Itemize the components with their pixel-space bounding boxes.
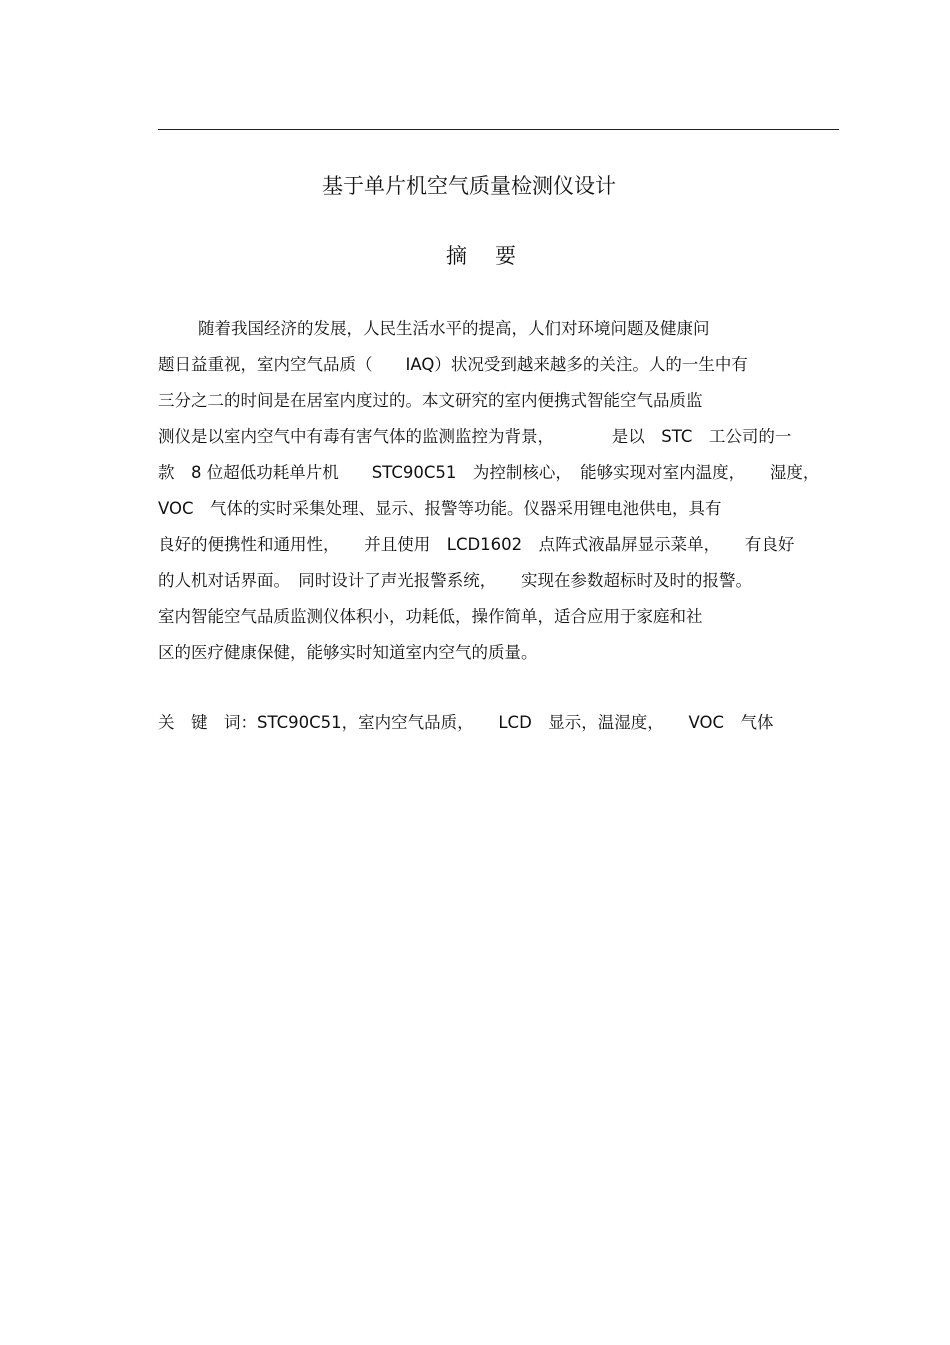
abstract-line: 测仪是以室内空气中有毒有害气体的监测监控为背景， 是以 STC 工公司的一 [158, 427, 792, 446]
abstract-line: 良好的便携性和通用性， 并且使用 LCD1602 点阵式液晶屏显示菜单， 有良好 [158, 535, 795, 554]
header-rule [158, 129, 839, 130]
abstract-line: 三分之二的时间是在居室内度过的。本文研究的室内便携式智能空气品质监 [158, 391, 703, 410]
abstract-line: 区的医疗健康保健，能够实时知道室内空气的质量。 [158, 643, 538, 662]
document-title: 基于单片机空气质量检测仪设计 [322, 174, 616, 198]
abstract-line: 室内智能空气品质监测仪体积小，功耗低，操作简单，适合应用于家庭和社 [158, 607, 703, 626]
abstract-line: VOC 气体的实时采集处理、显示、报警等功能。仪器采用锂电池供电，具有 [158, 499, 722, 518]
abstract-line: 题日益重视，室内空气品质（ IAQ）状况受到越来越多的关注。人的一生中有 [158, 355, 748, 374]
keywords-line [158, 713, 774, 733]
abstract-heading: 摘要 [446, 244, 544, 268]
abstract-line: 随着我国经济的发展，人民生活水平的提高，人们对环境问题及健康问 [198, 319, 710, 338]
keywords-text: STC90C51，室内空气品质， LCD 显示，温湿度， VOC 气体 [257, 713, 774, 732]
abstract-line: 的人机对话界面。 同时设计了声光报警系统， 实现在参数超标时及时的报警。 [158, 571, 752, 590]
keywords-label: 关 键 词： [158, 713, 257, 732]
abstract-line: 款 8 位超低功耗单片机 STC90C51 为控制核心， 能够实现对室内温度， 湿度， [158, 463, 820, 482]
